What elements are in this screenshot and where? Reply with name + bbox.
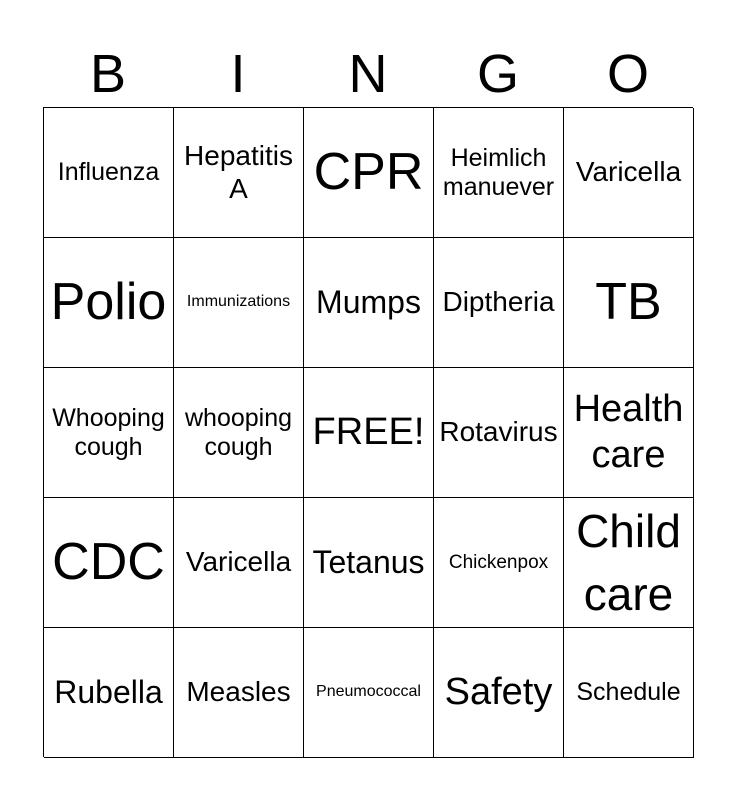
bingo-cell-measles[interactable]: [174, 628, 304, 758]
cell-label: Heimlich manuever: [442, 143, 555, 201]
cell-label: Immunizations: [186, 293, 291, 311]
cell-label: Polio: [50, 272, 167, 331]
cell-label: TB: [595, 272, 662, 331]
cell-label: Safety: [444, 670, 553, 713]
bingo-cell-heimlich-manuever[interactable]: [434, 108, 564, 238]
cell-label: Pneumococcal: [316, 683, 421, 701]
cell-label: Chickenpox: [448, 551, 549, 573]
bingo-cell-cpr[interactable]: [304, 108, 434, 238]
bingo-cell-polio[interactable]: [44, 238, 174, 368]
cell-label: Influenza: [57, 158, 160, 187]
cell-label: Hepatitis A: [184, 140, 293, 204]
cell-label: FREE!: [312, 410, 425, 453]
bingo-cell-free[interactable]: [304, 368, 434, 498]
bingo-cell-pneumococcal[interactable]: [304, 628, 434, 758]
bingo-cell-varicella-2[interactable]: [174, 498, 304, 628]
cell-label: Health care: [573, 387, 684, 476]
bingo-cell-mumps[interactable]: [304, 238, 434, 368]
header-letter-n: N: [348, 44, 388, 104]
bingo-cell-child-care[interactable]: [564, 498, 694, 628]
header-letter-o: O: [606, 44, 649, 104]
cell-label: Diptheria: [442, 286, 555, 318]
bingo-cell-chickenpox[interactable]: [434, 498, 564, 628]
cell-label: Varicella: [575, 156, 682, 188]
bingo-cell-cdc[interactable]: [44, 498, 174, 628]
bingo-cell-immunizations[interactable]: [174, 238, 304, 368]
cell-label: Mumps: [316, 284, 421, 321]
cell-label: CDC: [52, 532, 165, 591]
cell-label: Child care: [576, 505, 681, 620]
bingo-cell-hepatitis-a[interactable]: [174, 108, 304, 238]
cell-label: whooping cough: [184, 403, 293, 461]
bingo-cell-safety[interactable]: [434, 628, 564, 758]
bingo-cell-whooping-cough-lower[interactable]: [174, 368, 304, 498]
bingo-cell-tetanus[interactable]: [304, 498, 434, 628]
bingo-cell-rotavirus[interactable]: [434, 368, 564, 498]
bingo-cell-schedule[interactable]: [564, 628, 694, 758]
cell-label: Tetanus: [312, 544, 425, 581]
bingo-cell-varicella[interactable]: [564, 108, 694, 238]
header-letter-b: B: [89, 44, 127, 104]
bingo-cell-tb[interactable]: [564, 238, 694, 368]
cell-label: Varicella: [185, 546, 292, 578]
bingo-board: [43, 107, 693, 757]
header-letter-g: G: [476, 44, 519, 104]
bingo-cell-health-care[interactable]: [564, 368, 694, 498]
bingo-header: [43, 40, 693, 108]
bingo-cell-whooping-cough[interactable]: [44, 368, 174, 498]
cell-label: Rubella: [54, 674, 163, 711]
cell-label: Whooping cough: [52, 403, 165, 461]
bingo-cell-influenza[interactable]: [44, 108, 174, 238]
cell-label: Rotavirus: [439, 416, 558, 448]
bingo-cell-rubella[interactable]: [44, 628, 174, 758]
cell-label: CPR: [313, 142, 424, 201]
header-letter-i: I: [230, 44, 246, 104]
bingo-cell-diptheria[interactable]: [434, 238, 564, 368]
cell-label: Schedule: [576, 678, 681, 707]
cell-label: Measles: [186, 676, 291, 708]
